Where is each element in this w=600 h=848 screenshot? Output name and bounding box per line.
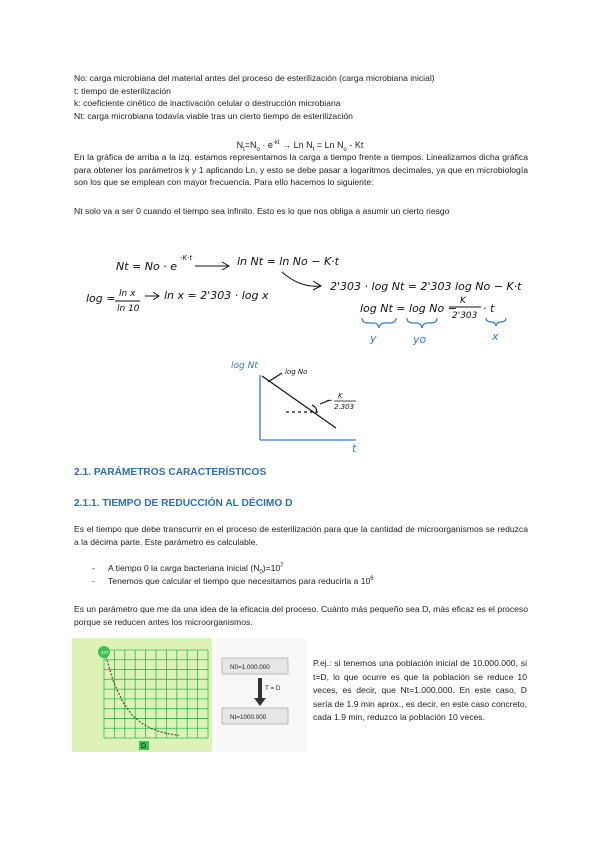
hw-eq4-b: · t [483,302,495,315]
paragraph-linearization: En la gráfica de arriba a la izq. estamos representamos la carga a tiempo frente a tiempos. Linealizamos dicha gráfica para obtener los parámetros k y 1 aplicando Ln, y esto se debe pasar a logaritmos decimales, ya que en microbiología son los que se emplean con mayor frecuencia. Para ello hacemos lo siguiente: [74,152,528,188]
reduction-figure [72,638,306,752]
paragraph-efficacy: Es un parámetro que me da una idea de la eficacia del proceso. Cuánto más pequeño sea D, más eficaz es el proceso porque se reducen antes los microorganismos. [74,604,528,627]
hw-eq1-right: ln Nt = ln No − K·t [237,255,339,268]
hw-eq4-a: log Nt = log No − [360,302,457,315]
kinetic-formula: $N_t=N_o \cdot e^{-kt} \to Ln$ $N_t = Ln$ $N_o$ - Kt [236,140,364,153]
paragraph-definition-d: Es el tiempo que debe transcurrir en el proceso de esterilización para que la cantidad de microorganismos se reduzca a la décima parte. Este parámetro es calculable. [74,524,528,547]
brace-y-label: y [370,332,377,345]
chart-top-label: 107 [101,650,109,655]
brace-x-label: x [492,330,499,343]
hw-eq2-right: ln x = 2'303 · log x [164,289,269,302]
initial-population-label: N0=1.000.000 [230,664,270,671]
graph-intercept-pointer [268,373,282,382]
process-arrow-label: T = D [265,685,281,692]
graph-x-label: t [352,442,357,455]
heading-parametros: 2.1. PARÁMETROS CARACTERÍSTICOS [74,467,267,478]
hw-eq2-frac-top: ln x [119,289,136,299]
graph-slope-minus: − [326,396,333,405]
brace-yo [407,318,437,328]
brace-yo-label: yo [413,333,427,346]
d-marker-label: D [141,743,147,750]
hw-eq1-exp: -K·t [180,254,193,262]
final-population-label: Nt=1000.000 [230,714,267,721]
chart-background [72,638,212,752]
graph-intercept-label: log No [285,368,308,376]
graph-slope-bottom: 2.303 [334,403,355,411]
paragraph-example: P.ej.: si tenemos una población inicial de 10.000.000, si t=D, lo que ocurre es que la población se reduce 10 veces, es decir, que Nt=1.000.000. En este caso, D sería de 1.9 min aprox., es decir, en este caso concreto, cada 1.9 min, reduzco la población 10 veces. [313,658,527,723]
hw-eq2-frac-bottom: ln 10 [117,304,140,314]
definition-k: k: coeficiente cinético de inactivación celular o destrucción microbiana [74,98,341,109]
brace-y [362,318,396,328]
bullet-initial-load: - A tiempo 0 la carga bacteriana inicial $(N_0)=10^7$ [92,562,512,575]
decay-chart [72,638,212,752]
hw-eq3-right: 2'303 · log Nt = 2'303 log No − K·t [330,280,522,293]
hw-arrow-3 [282,272,320,286]
definition-t: t: tiempo de esterilización [74,85,171,96]
brace-x [486,318,506,326]
diagram [216,638,306,752]
process-arrow-shaft [258,678,262,700]
paragraph-infinite-time: Nt solo va a ser 0 cuando el tiempo sea infinito. Esto es lo que nos obliga a asumir un cierto riesgo [74,206,450,216]
graph-y-label: log Nt [231,361,258,371]
hw-eq1-left: Nt = No · e [116,260,177,273]
graph-slope-top: K [338,392,343,400]
hw-eq4-frac-bottom: 2'303 [452,311,478,321]
hw-eq2-log: log = [86,292,116,305]
heading-tiempo-reduccion: 2.1.1. TIEMPO DE REDUCCIÓN AL DÉCIMO D [74,498,293,509]
hw-eq4-frac-top: K [460,296,466,306]
bullet-list [92,562,512,588]
bullet-reduce-target: - Tenemos que calcular el tiempo que necesitamos para reducirla a $10^6$ [92,575,512,588]
definition-nt: Nt: carga microbiana todavía viable tras un cierto tiempo de esterilización [74,110,353,121]
definition-no: No: carga microbiana del material antes del proceso de esterilización (carga microbiana inicial) [74,73,435,83]
hw-arrow-3-head [313,281,321,290]
